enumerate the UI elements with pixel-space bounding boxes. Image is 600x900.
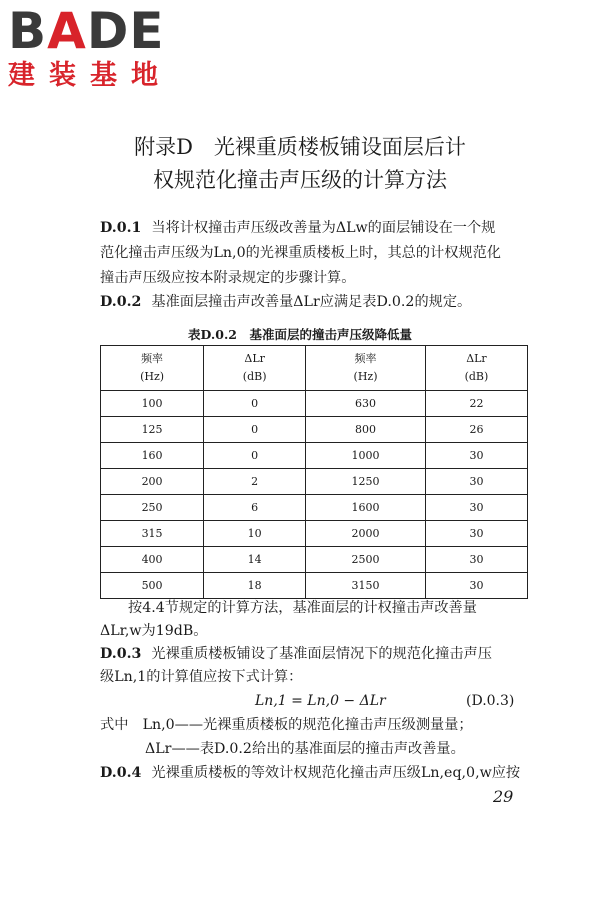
logo [8, 4, 188, 92]
clause-d04 [100, 762, 528, 785]
header-cell: 频率 (Hz) [306, 346, 426, 391]
clause-d02 [100, 291, 528, 314]
table-row: 100 0 630 22 [101, 391, 528, 417]
definition-line2: ΔLr——表D.0.2给出的基准面层的撞击声改善量。 [145, 741, 465, 757]
table-row: 125 0 800 26 [101, 417, 528, 443]
after-table-line2: ΔLr,w为19dB。 [100, 623, 208, 639]
header-cell: 频率 (Hz) [101, 346, 204, 391]
clause-d03-line1 [100, 643, 528, 666]
formula-number: (D.0.3) [466, 693, 515, 709]
clause-text: 当将计权撞击声压级改善量为ΔLw的面层铺设在一个规 [151, 220, 496, 236]
appendix-title-line1: 附录D 光裸重质楼板铺设面层后计 [134, 135, 466, 159]
clause-number: D.0.3 [100, 646, 142, 662]
clause-d01-line3: 撞击声压级应按本附录规定的步骤计算。 [100, 270, 356, 286]
clause-number: D.0.1 [100, 220, 142, 236]
header-cell: ΔLr (dB) [204, 346, 306, 391]
clause-d01-line2: 范化撞击声压级为Ln,0的光裸重质楼板上时，其总的计权规范化 [100, 245, 501, 261]
logo-subtitle: 建装基地 [8, 60, 172, 91]
definition-line1: 式中 Ln,0——光裸重质楼板的规范化撞击声压级测量量； [100, 717, 473, 733]
header-cell: ΔLr (dB) [425, 346, 527, 391]
clause-text: 光裸重质楼板铺设了基准面层情况下的规范化撞击声压 [151, 646, 492, 662]
formula: Ln,1 = Ln,0 − ΔLr [255, 693, 386, 709]
logo-letters-de: DE [86, 2, 165, 60]
table-row: 315 10 2000 30 [101, 521, 528, 547]
appendix-title-line2: 权规范化撞击声压级的计算方法 [153, 168, 447, 192]
clause-text: 基准面层撞击声改善量ΔLr应满足表D.0.2的规定。 [151, 294, 472, 310]
table-row: 160 0 1000 30 [101, 443, 528, 469]
table-caption: 表D.0.2 基准面层的撞击声压级降低量 [188, 327, 412, 342]
clause-d03-line2: 级Ln,1的计算值应按下式计算： [100, 669, 303, 685]
clause-text: 光裸重质楼板的等效计权规范化撞击声压级Ln,eq,0,w应按 [151, 765, 521, 781]
logo-letter-a: A [47, 2, 87, 60]
table-row: 400 14 2500 30 [101, 547, 528, 573]
logo-letter-b: B [8, 2, 48, 60]
clause-number: D.0.2 [100, 294, 142, 310]
reduction-table [100, 345, 528, 599]
table-row: 500 18 3150 30 [101, 573, 528, 599]
table-header-row [101, 346, 528, 391]
page-number: 29 [493, 787, 514, 806]
table-row: 250 6 1600 30 [101, 495, 528, 521]
after-table-line1: 按4.4节规定的计算方法，基准面层的计权撞击声改善量 [128, 600, 477, 616]
logo-brand [8, 4, 188, 58]
clause-d01-line1 [100, 217, 528, 240]
table-row: 200 2 1250 30 [101, 469, 528, 495]
clause-number: D.0.4 [100, 765, 142, 781]
